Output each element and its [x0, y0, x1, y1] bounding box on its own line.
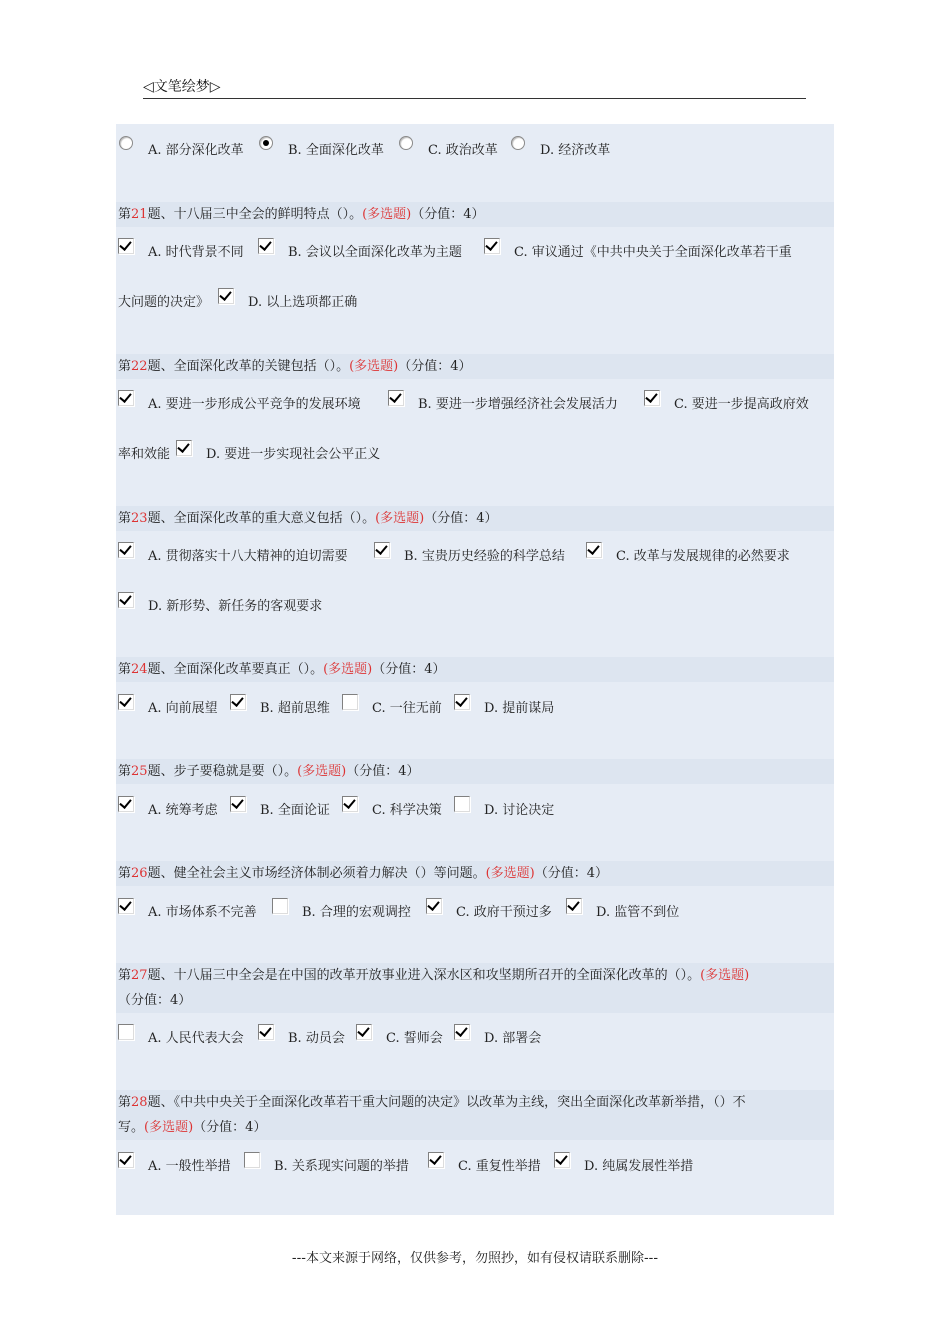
- question-21-title: 第21题、十八届三中全会的鲜明特点（）。(多选题)（分值：4）: [116, 202, 834, 227]
- question-20-options: A. 部分深化改革 B. 全面深化改革 C. 政治改革 D. 经济改革: [116, 128, 834, 178]
- question-21-options-cont: 大问题的决定》 D. 以上选项都正确: [116, 280, 834, 330]
- question-26-title: 第26题、健全社会主义市场经济体制必须着力解决（）等问题。(多选题)（分值：4）: [116, 861, 834, 886]
- checkbox-checked-icon[interactable]: [586, 542, 602, 558]
- checkbox-checked-icon[interactable]: [426, 898, 442, 914]
- checkbox-checked-icon[interactable]: [118, 796, 134, 812]
- checkbox-checked-icon[interactable]: [230, 796, 246, 812]
- checkbox-checked-icon[interactable]: [118, 390, 134, 406]
- checkbox-checked-icon[interactable]: [454, 1024, 470, 1040]
- question-23-title: 第23题、全面深化改革的重大意义包括（）。(多选题)（分值：4）: [116, 506, 834, 531]
- question-25-title: 第25题、步子要稳就是要（）。(多选题)（分值：4）: [116, 759, 834, 784]
- checkbox-checked-icon[interactable]: [258, 238, 274, 254]
- radio-selected-icon[interactable]: [259, 136, 273, 150]
- checkbox-checked-icon[interactable]: [118, 542, 134, 558]
- checkbox-checked-icon[interactable]: [566, 898, 582, 914]
- checkbox-checked-icon[interactable]: [176, 440, 192, 456]
- checkbox-icon[interactable]: [118, 1024, 134, 1040]
- page-header: [143, 74, 806, 99]
- checkbox-icon[interactable]: [454, 796, 470, 812]
- question-24-options: A. 向前展望 B. 超前思维 C. 一往无前 D. 提前谋局: [116, 686, 834, 736]
- question-28-options: A. 一般性举措 B. 关系现实问题的举措 C. 重复性举措 D. 纯属发展性举措: [116, 1144, 834, 1194]
- question-22-options-cont: 率和效能 D. 要进一步实现社会公平正义: [116, 432, 834, 482]
- checkbox-checked-icon[interactable]: [388, 390, 404, 406]
- checkbox-checked-icon[interactable]: [342, 796, 358, 812]
- checkbox-checked-icon[interactable]: [428, 1152, 444, 1168]
- question-26-options: A. 市场体系不完善 B. 合理的宏观调控 C. 政府干预过多 D. 监管不到位: [116, 890, 834, 940]
- question-22-title: 第22题、全面深化改革的关键包括（）。(多选题)（分值：4）: [116, 354, 834, 379]
- question-24-title: 第24题、全面深化改革要真正（）。(多选题)（分值：4）: [116, 657, 834, 682]
- checkbox-checked-icon[interactable]: [218, 288, 234, 304]
- question-28-title: 第28题、《中共中央关于全面深化改革若干重大问题的决定》以改革为主线，突出全面深化改革新举措，（）不 写。(多选题)（分值：4）: [116, 1090, 834, 1140]
- checkbox-checked-icon[interactable]: [554, 1152, 570, 1168]
- checkbox-checked-icon[interactable]: [118, 238, 134, 254]
- checkbox-checked-icon[interactable]: [484, 238, 500, 254]
- checkbox-checked-icon[interactable]: [230, 694, 246, 710]
- question-27-options: A. 人民代表大会 B. 动员会 C. 誓师会 D. 部署会: [116, 1016, 834, 1066]
- checkbox-checked-icon[interactable]: [118, 898, 134, 914]
- question-22-options: A. 要进一步形成公平竞争的发展环境 B. 要进一步增强经济社会发展活力 C. 要进一步提高政府效: [116, 382, 834, 432]
- question-23-options: A. 贯彻落实十八大精神的迫切需要 B. 宝贵历史经验的科学总结 C. 改革与发展规律的必然要求: [116, 534, 834, 584]
- checkbox-icon[interactable]: [244, 1152, 260, 1168]
- quiz-panel: [116, 124, 834, 1215]
- checkbox-checked-icon[interactable]: [644, 390, 660, 406]
- checkbox-checked-icon[interactable]: [356, 1024, 372, 1040]
- radio-icon[interactable]: [511, 136, 525, 150]
- checkbox-checked-icon[interactable]: [118, 1152, 134, 1168]
- checkbox-checked-icon[interactable]: [258, 1024, 274, 1040]
- checkbox-checked-icon[interactable]: [118, 592, 134, 608]
- question-21-options: A. 时代背景不同 B. 会议以全面深化改革为主题 C. 审议通过《中共中央关于全面深化改革若干重: [116, 230, 834, 280]
- checkbox-icon[interactable]: [272, 898, 288, 914]
- question-27-title: 第27题、十八届三中全会是在中国的改革开放事业进入深水区和攻坚期所召开的全面深化改革的（）。(多选题) （分值：4）: [116, 963, 834, 1013]
- question-25-options: A. 统筹考虑 B. 全面论证 C. 科学决策 D. 讨论决定: [116, 788, 834, 838]
- question-23-options-cont: D. 新形势、新任务的客观要求: [116, 584, 834, 634]
- checkbox-icon[interactable]: [342, 694, 358, 710]
- checkbox-checked-icon[interactable]: [454, 694, 470, 710]
- footer-disclaimer: ---本文来源于网络，仅供参考，勿照抄，如有侵权请联系删除---: [291, 1251, 659, 1266]
- radio-icon[interactable]: [119, 136, 133, 150]
- checkbox-checked-icon[interactable]: [374, 542, 390, 558]
- checkbox-checked-icon[interactable]: [118, 694, 134, 710]
- radio-icon[interactable]: [399, 136, 413, 150]
- logo-text: ◁文笔绘梦▷: [143, 79, 221, 95]
